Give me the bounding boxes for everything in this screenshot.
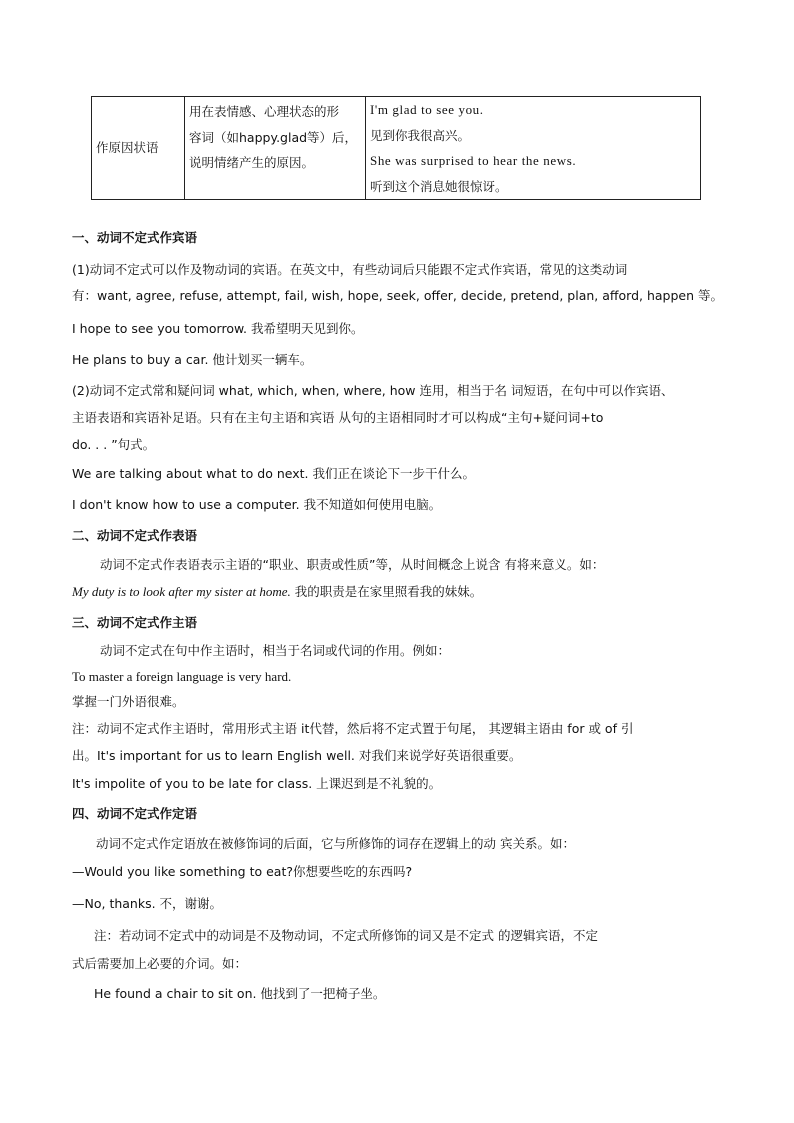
grammar-table xyxy=(91,96,701,200)
example-sentence: We are talking about what to do next. 我们正在谈论下一步干什么。 xyxy=(72,466,475,481)
paragraph-line: (1)动词不定式可以作及物动词的宾语。在英文中，有些动词后只能跟不定式作宾语，常见的这类动词 xyxy=(72,262,628,277)
note-line: 式后需要加上必要的介词。如： xyxy=(72,956,248,971)
example-sentence xyxy=(72,583,482,601)
example-sentence: To master a foreign language is very hard. xyxy=(72,669,292,684)
example-translation: 掌握一门外语很难。 xyxy=(72,694,185,709)
dialogue-line: —No, thanks. 不，谢谢。 xyxy=(72,896,223,911)
section-heading: 四、动词不定式作定语 xyxy=(72,806,198,821)
section-heading: 三、动词不定式作主语 xyxy=(72,615,198,630)
example-sentence: He plans to buy a car. 他计划买一辆车。 xyxy=(72,352,313,367)
paragraph-line: (2)动词不定式常和疑问词 what, which, when, where, how 连用，相当于名 词短语，在句中可以作宾语、 xyxy=(72,383,674,398)
dialogue-line: —Would you like something to eat?你想要些吃的东西吗? xyxy=(72,864,413,879)
section-heading: 二、动词不定式作表语 xyxy=(72,528,198,543)
example-en: I'm glad to see you. xyxy=(370,102,484,117)
paragraph-line: do. . . ”句式。 xyxy=(72,437,156,452)
example-zh: 见到你我很高兴。 xyxy=(370,127,471,143)
description-line: 用在表情感、心理状态的形 xyxy=(189,104,340,119)
description-line: 说明情绪产生的原因。 xyxy=(189,155,315,170)
usage-cell xyxy=(92,97,185,200)
example-en: She was surprised to hear the news. xyxy=(370,153,577,168)
paragraph-line: 动词不定式作表语表示主语的“职业、职责或性质”等，从时间概念上说含 有将来意义。如： xyxy=(100,557,605,572)
table-row xyxy=(92,97,701,200)
paragraph-line: 动词不定式作定语放在被修饰词的后面，它与所修饰的词存在逻辑上的动 宾关系。如： xyxy=(96,836,575,851)
paragraph-line: 主语表语和宾语补足语。只有在主句主语和宾语 从句的主语相同时才可以构成“主句+疑问词+to xyxy=(72,410,604,425)
description-line: 容词（如happy.glad等）后， xyxy=(189,129,358,145)
note-line: 注：若动词不定式中的动词是不及物动词，不定式所修饰的词又是不定式 的逻辑宾语，不定 xyxy=(94,928,598,943)
note-line: 出。It's important for us to learn English well. 对我们来说学好英语很重要。 xyxy=(72,748,522,763)
example-sentence: He found a chair to sit on. 他找到了一把椅子坐。 xyxy=(94,986,386,1001)
example-zh: 我的职责是在家里照看我的妹妹。 xyxy=(290,584,483,599)
paragraph-line: 动词不定式在句中作主语时，相当于名词或代词的作用。例如： xyxy=(100,643,451,658)
section-heading: 一、动词不定式作宾语 xyxy=(72,230,198,245)
example-sentence: I hope to see you tomorrow. 我希望明天见到你。 xyxy=(72,321,364,336)
example-zh: 听到这个消息她很惊讶。 xyxy=(370,178,508,194)
paragraph-line: 有：want, agree, refuse, attempt, fail, wish, hope, seek, offer, decide, pretend, plan, afford, happen 等。 xyxy=(72,288,723,303)
example-en: My duty is to look after my sister at home. xyxy=(72,584,291,599)
note-line: 注：动词不定式作主语时，常用形式主语 it代替，然后将不定式置于句尾， 其逻辑主语由 for 或 of 引 xyxy=(72,721,634,736)
usage-label: 作原因状语 xyxy=(96,140,159,155)
example-sentence: I don't know how to use a computer. 我不知道如何使用电脑。 xyxy=(72,497,442,512)
example-cell xyxy=(366,97,701,200)
description-cell xyxy=(185,97,366,200)
note-line: It's impolite of you to be late for class. 上课迟到是不礼貌的。 xyxy=(72,776,442,791)
